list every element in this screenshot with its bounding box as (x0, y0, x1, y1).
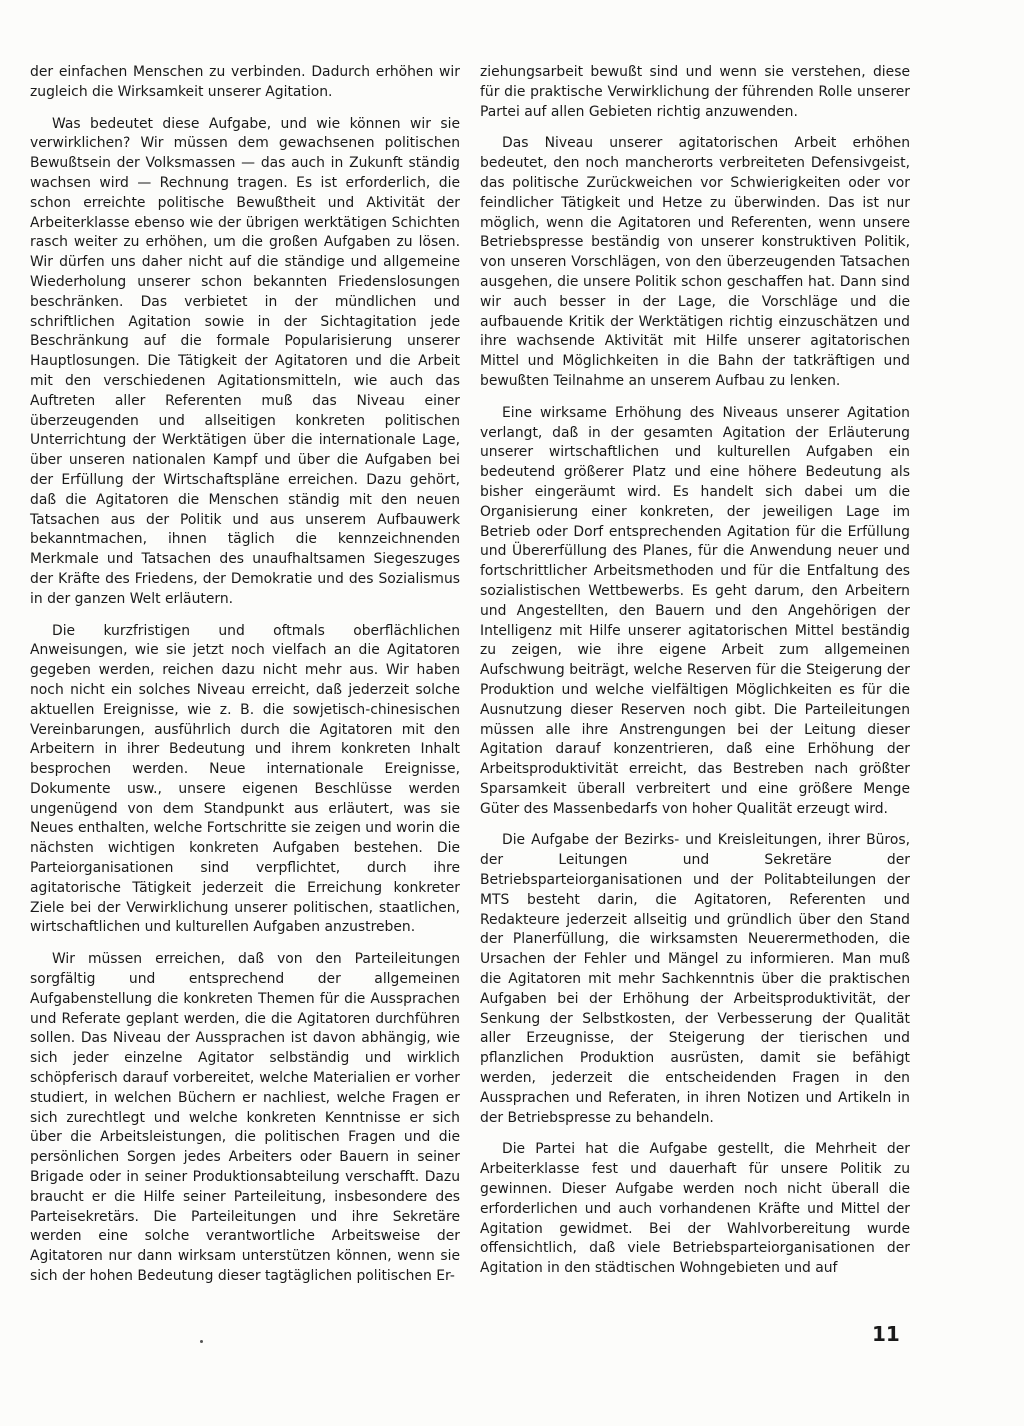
paragraph: Die Aufgabe der Bezirks- und Kreisleitungen, ihrer Büros, der Leitungen und Sekretäre der Betriebsparteiorganisationen und der Politabteilungen der MTS besteht darin, die Agitatoren, Referenten und Redakteure jederzeit allseitig und gründlich über den Stand der Planerfüllung, die wirksamsten Neuerermethoden, die Ursachen der Fehler und Mängel zu informieren. Man muß die Agitatoren mit mehr Sachkenntnis über die praktischen Aufgaben bei der Erhöhung der Arbeitsproduktivität, der Senkung der Selbstkosten, der Verbesserung der Qualität aller Erzeugnisse, der Steigerung der tierischen und pflanzlichen Produktion ausrüsten, damit sie befähigt werden, jederzeit die entscheidenden Fragen in den Aussprachen und Referaten, in ihren Notizen und Artikeln in der Betriebspresse zu behandeln. (480, 832, 910, 1126)
print-speck (200, 1340, 203, 1343)
paragraph: Was bedeutet diese Aufgabe, und wie können wir sie verwirklichen? Wir müssen dem gewachsenen politischen Bewußtsein der Volksmassen — das auch in Zukunft ständig wachsen wird — Rechnung tragen. Es ist erforderlich, die schon erreichte politische Bewußtheit und Aktivität der Arbeiterklasse ebenso wie der übrigen werktätigen Schichten rasch weiter zu erhöhen, um die großen Aufgaben zu lösen. Wir dürfen uns daher nicht auf die ständige und allgemeine Wiederholung unserer schon bekannten Friedenslosungen beschränken. Das verbietet in der mündlichen und schriftlichen Agitation sowie in der Sichtagitation jede Beschränkung auf die formale Popularisierung unserer Hauptlosungen. Die Tätigkeit der Agitatoren und die Arbeit mit den verschiedenen Agitationsmitteln, wie auch das Auftreten aller Referenten muß das Niveau einer überzeugenden und allseitigen konkreten politischen Unterrichtung der Werktätigen über die internationale Lage, über unseren nationalen Kampf und über die Aufgaben bei der Erfüllung der Wirtschaftspläne erreichen. Dazu gehört, daß die Agitatoren die Menschen ständig mit den neuen Tatsachen aus der Politik und aus unserem Aufbauwerk bekanntmachen, ihnen täglich die kennzeichnenden Merkmale und Tatsachen des unaufhaltsamen Siegeszuges der Kräfte des Friedens, der Demokratie und des Sozialismus in der ganzen Welt erläutern. (30, 115, 460, 607)
paragraph: Die Partei hat die Aufgabe gestellt, die Mehrheit der Arbeiterklasse fest und dauerhaft für unsere Politik zu gewinnen. Dieser Aufgabe werden noch nicht überall die erforderlichen und auch vorhandenen Kräfte und Mittel der Agitation gewidmet. Bei der Wahlvorbereitung wurde offensichtlich, daß viele Betriebsparteiorganisationen der Agitation in den städtischen Wohngebieten und auf (480, 1141, 910, 1277)
paragraph: Wir müssen erreichen, daß von den Parteileitungen sorgfältig und entsprechend der allgemeinen Aufgabenstellung die konkreten Themen für die Aussprachen und Referate geplant werden, die die Agitatoren durchführen sollen. Das Niveau der Aussprachen ist davon abhängig, wie sich jeder einzelne Agitator selbständig und wirklich schöpferisch darauf vorbereitet, welche Materialien er vorher studiert, in welchen Büchern er nachliest, welche Fragen er sich zurechtlegt und welche konkreten Kenntnisse er sich über die Arbeitsleistungen, die politischen Fragen und die persönlichen Sorgen jedes Arbeiters oder Bauern in seiner Brigade oder in seiner Produktionsabteilung verschafft. Dazu braucht er die Hilfe seiner Parteileitung, insbesondere des Parteisekretärs. Die Parteileitungen und ihre Sekretäre werden eine solche verantwortliche Arbeitsweise der Agitatoren nur dann wirksam unterstützen können, wenn sie sich der hohen Bedeutung dieser tagtäglichen politischen Er- (30, 951, 460, 1285)
paragraph: Die kurzfristigen und oftmals oberflächlichen Anweisungen, wie sie jetzt noch vielfach an die Agitatoren gegeben werden, reichen dazu nicht mehr aus. Wir haben noch nicht ein solches Niveau erreicht, daß jederzeit solche aktuellen Ereignisse, wie z. B. die sowjetisch-chinesischen Vereinbarungen, ausführlich durch die Agitatoren mit den Arbeitern in ihrer Bedeutung und ihrem konkreten Inhalt besprochen werden. Neue internationale Ereignisse, Dokumente usw., unsere eigenen Beschlüsse werden ungenügend von dem Standpunkt aus erläutert, was sie Neues enthalten, welche Fortschritte sie zeigen und worin die nächsten wichtigen konkreten Aufgaben bestehen. Die Parteiorganisationen sind verpflichtet, durch ihre agitatorische Tätigkeit jederzeit die Erreichung konkreter Ziele bei der Verwirklichung unserer politischen, staatlichen, wirtschaftlichen und kulturellen Aufgaben anzustreben. (30, 622, 461, 936)
paragraph: Eine wirksame Erhöhung des Niveaus unserer Agitation verlangt, daß in der gesamten Agitation der Erläuterung unserer wirtschaftlichen und kulturellen Aufgaben ein bedeutend größerer Platz und eine höhere Bedeutung als bisher eingeräumt wird. Es handelt sich dabei um die Organisierung einer konkreten, der jeweiligen Lage im Betrieb oder Dorf entsprechenden Agitation für die Erfüllung und Übererfüllung des Planes, für die Anwendung neuer und fortschrittlicher Arbeitsmethoden und für die Entfaltung des sozialistischen Wettbewerbs. Es geht darum, den Arbeitern und Angestellten, den Bauern und den Angehörigen der Intelligenz mit Hilfe unserer agitatorischen Mittel beständig zu zeigen, wie ihre eigene Arbeit zum allgemeinen Aufschwung beiträgt, welche Reserven für die Steigerung der Produktion und welche vielfältigen Möglichkeiten es für die Ausnutzung dieser Reserven noch gibt. Die Parteileitungen müssen alle ihre Anstrengungen bei der Leitung dieser Agitation darauf konzentrieren, daß eine Erhöhung der Arbeitsproduktivität erreicht, das Bestreben nach größter Sparsamkeit überall verbreitert und eine größere Menge Güter des Massenbedarfs von hoher Qualität erzeugt wird. (480, 404, 910, 817)
right-column (480, 63, 910, 1291)
page-number: 11 (872, 1322, 900, 1346)
left-column (30, 63, 460, 1299)
paragraph: ziehungsarbeit bewußt sind und wenn sie verstehen, diese für die praktische Verwirklichung der führenden Rolle unserer Partei auf allen Gebieten richtig anzuwenden. (480, 64, 910, 120)
paragraph: Das Niveau unserer agitatorischen Arbeit erhöhen bedeutet, den noch mancherorts verbreiteten Defensivgeist, das politische Zurückweichen vor Schwierigkeiten oder vor feindlicher Tätigkeit und Hetze zu überwinden. Das ist nur möglich, wenn die Agitatoren und Referenten, wenn unsere Betriebspresse beständig von unserer konstruktiven Politik, von unseren Vorschlägen, von den überzeugenden Tatsachen ausgehen, die unsere Politik schon geschaffen hat. Dann sind wir auch besser in der Lage, die Vorschläge und die aufbauende Kritik der Werktätigen richtig einzuschätzen und ihre wachsende Aktivität mit Hilfe unserer agitatorischen Mittel und Möglichkeiten in die Bahn der tatkräftigen und bewußten Teilnahme an unserem Aufbau zu lenken. (480, 135, 910, 389)
paragraph: der einfachen Menschen zu verbinden. Dadurch erhöhen wir zugleich die Wirksamkeit unserer Agitation. (30, 64, 460, 100)
